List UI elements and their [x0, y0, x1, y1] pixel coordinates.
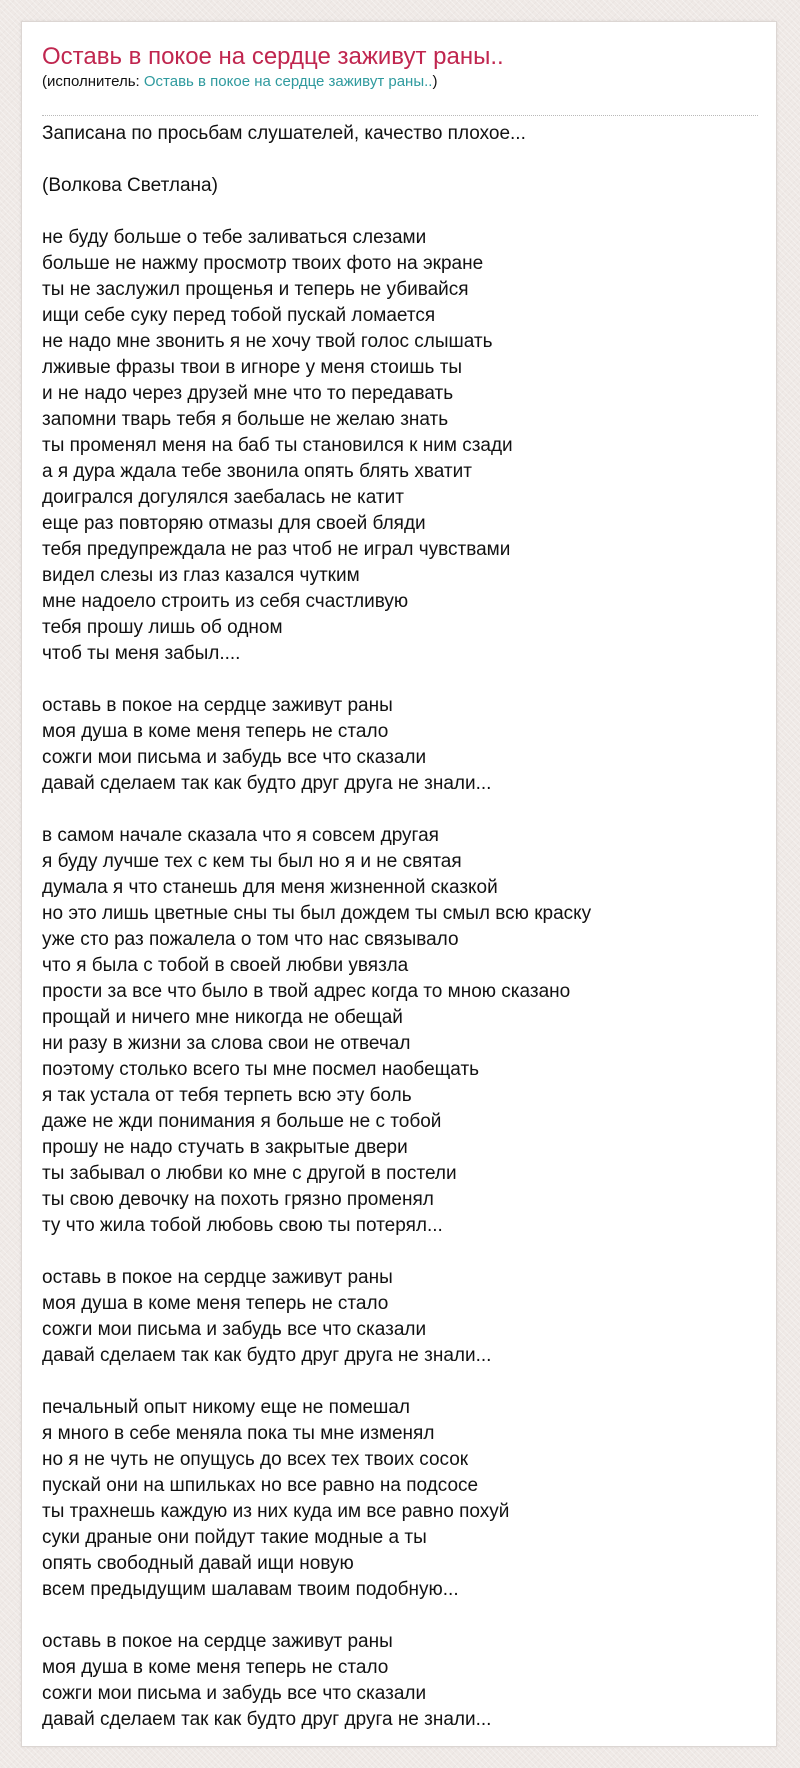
lyric-line: давай сделаем так как будто друг друга не знали... [42, 773, 492, 794]
lyric-line: опять свободный давай ищи новую [42, 1553, 354, 1574]
lyric-line: прощай и ничего мне никогда не обещай [42, 1007, 403, 1028]
lyric-line: давай сделаем так как будто друг друга не знали... [42, 1709, 492, 1730]
lyric-stanza-break [42, 1239, 758, 1265]
lyric-line: моя душа в коме меня теперь не стало [42, 721, 389, 742]
lyric-line: но это лишь цветные сны ты был дождем ты смыл всю краску [42, 903, 592, 924]
artist-line [42, 72, 758, 92]
lyric-line: что я была с тобой в своей любви увязла [42, 955, 409, 976]
artist-suffix: ) [432, 73, 438, 90]
lyric-line: ни разу в жизни за слова свои не отвечал [42, 1033, 411, 1054]
lyric-stanza-break [42, 1603, 758, 1629]
lyric-line: прости за все что было в твой адрес когда то мною сказано [42, 981, 571, 1002]
lyric-line: даже не жди понимания я больше не с тобой [42, 1111, 442, 1132]
lyric-line: не надо мне звонить я не хочу твой голос слышать [42, 331, 493, 352]
lyric-stanza-break [42, 797, 758, 823]
lyric-line: тебя предупреждала не раз чтоб не играл чувствами [42, 539, 511, 560]
lyric-line: я буду лучше тех с кем ты был но я и не святая [42, 851, 462, 872]
song-header [42, 42, 758, 116]
lyrics-text [42, 121, 758, 1733]
lyric-line: ты свою девочку на похоть грязно променял [42, 1189, 434, 1210]
lyric-line: поэтому столько всего ты мне посмел наобещать [42, 1059, 480, 1080]
lyric-line: всем предыдущим шалавам твоим подобную... [42, 1579, 459, 1600]
lyric-line: я много в себе меняла пока ты мне изменял [42, 1423, 435, 1444]
lyric-line: ты променял меня на баб ты становился к ним сзади [42, 435, 513, 456]
lyrics-page-card [21, 21, 777, 1747]
lyric-line: не буду больше о тебе заливаться слезами [42, 227, 427, 248]
lyric-line: еще раз повторяю отмазы для своей бляди [42, 513, 426, 534]
lyric-line: сожги мои письма и забудь все что сказали [42, 1319, 427, 1340]
lyric-line: ту что жила тобой любовь свою ты потерял... [42, 1215, 443, 1236]
lyric-line: чтоб ты меня забыл.... [42, 643, 241, 664]
lyric-line: оставь в покое на сердце заживут раны [42, 695, 393, 716]
lyric-line: но я не чуть не опущусь до всех тех твоих сосок [42, 1449, 469, 1470]
lyric-line: а я дура ждала тебе звонила опять блять хватит [42, 461, 472, 482]
lyric-line: моя душа в коме меня теперь не стало [42, 1657, 389, 1678]
lyric-line: ищи себе суку перед тобой пускай ломается [42, 305, 436, 326]
lyric-stanza-break [42, 147, 758, 173]
lyric-line: доигрался догулялся заебалась не катит [42, 487, 404, 508]
lyric-stanza-break [42, 1369, 758, 1395]
lyric-line: сожги мои письма и забудь все что сказали [42, 747, 427, 768]
lyric-line: (Волкова Светлана) [42, 175, 218, 196]
lyric-line: в самом начале сказала что я совсем другая [42, 825, 439, 846]
lyric-line: мне надоело строить из себя счастливую [42, 591, 409, 612]
lyric-stanza-break [42, 199, 758, 225]
lyric-line: сожги мои письма и забудь все что сказали [42, 1683, 427, 1704]
artist-link[interactable]: Оставь в покое на сердце заживут раны.. [143, 73, 433, 90]
lyric-line: ты трахнешь каждую из них куда им все равно похуй [42, 1501, 510, 1522]
lyric-line: печальный опыт никому еще не помешал [42, 1397, 411, 1418]
lyric-line: ты не заслужил прощенья и теперь не убивайся [42, 279, 469, 300]
lyric-line: уже сто раз пожалела о том что нас связывало [42, 929, 459, 950]
lyric-line: Записана по просьбам слушателей, качество плохое... [42, 123, 526, 144]
lyric-line: ты забывал о любви ко мне с другой в постели [42, 1163, 457, 1184]
lyric-line: я так устала от тебя терпеть всю эту боль [42, 1085, 412, 1106]
lyric-line: оставь в покое на сердце заживут раны [42, 1631, 393, 1652]
lyric-line: думала я что станешь для меня жизненной сказкой [42, 877, 498, 898]
lyric-line: пускай они на шпильках но все равно на подсосе [42, 1475, 479, 1496]
artist-prefix: (исполнитель: [42, 73, 144, 90]
lyric-line: суки драные они пойдут такие модные а ты [42, 1527, 427, 1548]
song-title: Оставь в покое на сердце заживут раны.. [42, 43, 504, 70]
lyric-line: давай сделаем так как будто друг друга не знали... [42, 1345, 492, 1366]
lyric-line: запомни тварь тебя я больше не желаю знать [42, 409, 449, 430]
lyric-stanza-break [42, 667, 758, 693]
lyric-line: видел слезы из глаз казался чутким [42, 565, 360, 586]
lyric-line: прошу не надо стучать в закрытые двери [42, 1137, 408, 1158]
lyric-line: лживые фразы твои в игноре у меня стоишь ты [42, 357, 463, 378]
lyric-line: больше не нажму просмотр твоих фото на экране [42, 253, 484, 274]
lyric-line: оставь в покое на сердце заживут раны [42, 1267, 393, 1288]
lyric-line: и не надо через друзей мне что то передавать [42, 383, 454, 404]
lyric-line: тебя прошу лишь об одном [42, 617, 283, 638]
lyric-line: моя душа в коме меня теперь не стало [42, 1293, 389, 1314]
